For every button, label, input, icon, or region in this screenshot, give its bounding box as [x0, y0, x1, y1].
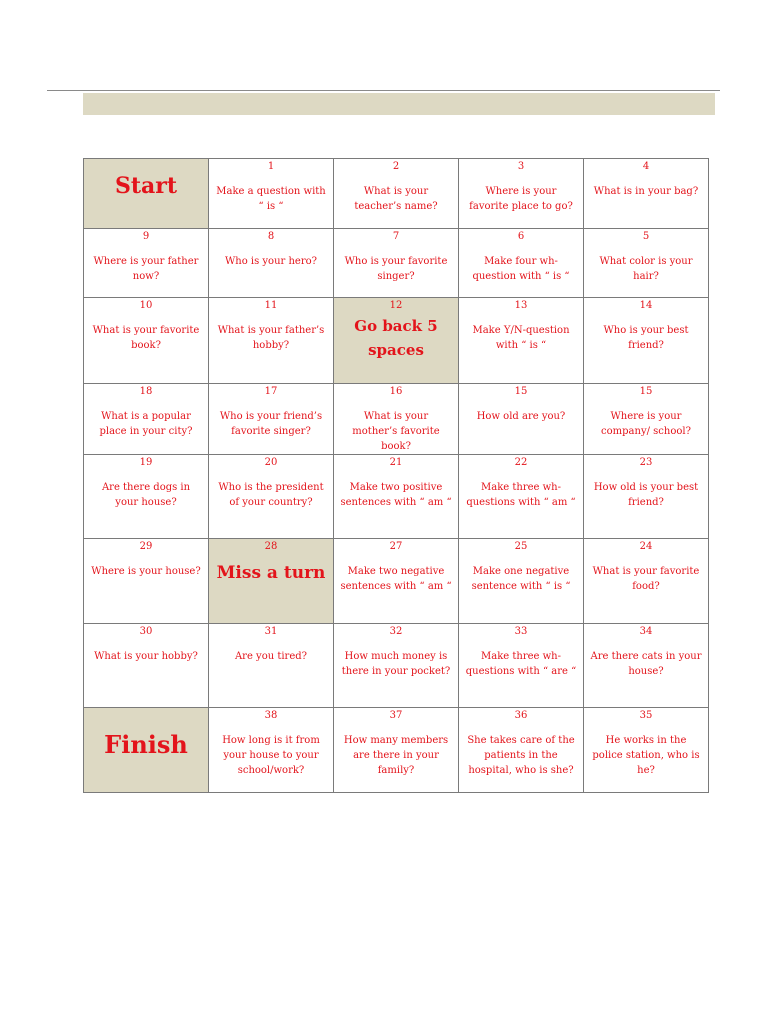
square-number: 3 — [517, 161, 525, 172]
square-prompt: How many members are there in your family? — [343, 735, 449, 776]
square-prompt: What is your hobby? — [94, 651, 198, 662]
square-prompt: Make four wh-question with “ is “ — [472, 256, 570, 282]
board-square — [209, 229, 334, 298]
board-square — [209, 384, 334, 455]
board-square — [459, 159, 584, 229]
square-prompt: What is your mother’s favorite book? — [352, 411, 440, 452]
square-number: 29 — [139, 541, 153, 552]
square-number: 30 — [139, 626, 153, 637]
square-prompt: Who is your friend’s favorite singer? — [219, 411, 323, 437]
miss-turn-label: Miss a turn — [216, 563, 326, 583]
square-number: 15 — [639, 386, 653, 397]
square-prompt: What is your favorite food? — [592, 566, 700, 592]
board-square — [209, 708, 334, 793]
square-prompt: How old are you? — [476, 411, 566, 422]
square-number: 20 — [264, 457, 278, 468]
square-prompt: Who is your favorite singer? — [344, 256, 448, 282]
square-number: 18 — [139, 386, 153, 397]
square-prompt: Where is your favorite place to go? — [469, 186, 573, 212]
square-prompt: What is a popular place in your city? — [99, 411, 193, 437]
board-square — [84, 229, 209, 298]
board-row — [84, 624, 709, 708]
board-row — [84, 708, 709, 793]
square-number: 10 — [139, 300, 153, 311]
square-number: 6 — [517, 231, 525, 242]
board-square — [584, 455, 709, 539]
square-number: 28 — [264, 541, 278, 552]
board-square — [459, 455, 584, 539]
board-square — [584, 229, 709, 298]
square-number: 21 — [389, 457, 403, 468]
square-prompt: Make a question with “ is “ — [216, 186, 326, 212]
square-number: 19 — [139, 457, 153, 468]
board-square — [584, 298, 709, 384]
square-prompt: She takes care of the patients in the hospital, who is she? — [467, 735, 575, 776]
board-square — [584, 159, 709, 229]
square-prompt: Make two positive sentences with “ am “ — [340, 482, 452, 508]
square-number: 31 — [264, 626, 278, 637]
square-prompt: How long is it from your house to your school/work? — [222, 735, 320, 776]
board-square — [459, 708, 584, 793]
board-square — [84, 539, 209, 624]
square-number: 22 — [514, 457, 528, 468]
square-prompt: What is your favorite book? — [92, 325, 200, 351]
square-prompt: Make one negative sentence with “ is “ — [471, 566, 571, 592]
board-square — [584, 624, 709, 708]
square-number: 16 — [389, 386, 403, 397]
square-number: 24 — [639, 541, 653, 552]
square-prompt: Are there dogs in your house? — [101, 482, 191, 508]
square-prompt: How much money is there in your pocket? — [341, 651, 451, 677]
board-square — [584, 708, 709, 793]
board-square — [334, 455, 459, 539]
square-prompt: Where is your house? — [91, 566, 201, 577]
board-square — [459, 624, 584, 708]
square-number: 33 — [514, 626, 528, 637]
square-number: 13 — [514, 300, 528, 311]
square-number: 11 — [264, 300, 278, 311]
board-row — [84, 539, 709, 624]
board-square — [459, 384, 584, 455]
square-prompt: What is your father’s hobby? — [217, 325, 325, 351]
square-number: 1 — [267, 161, 275, 172]
board-square — [84, 455, 209, 539]
square-number: 8 — [267, 231, 275, 242]
board-square — [334, 229, 459, 298]
board-square — [84, 624, 209, 708]
square-prompt: Are you tired? — [234, 651, 308, 662]
board-square — [459, 298, 584, 384]
square-prompt: Make Y/N-question with “ is “ — [472, 325, 570, 351]
board-row — [84, 229, 709, 298]
square-number: 35 — [639, 710, 653, 721]
board-square — [209, 455, 334, 539]
board-square — [334, 708, 459, 793]
board-square — [334, 384, 459, 455]
board-row — [84, 159, 709, 229]
square-number: 32 — [389, 626, 403, 637]
square-prompt: What color is your hair? — [599, 256, 693, 282]
square-prompt: Make three wh-questions with “ are “ — [465, 651, 577, 677]
square-number: 7 — [392, 231, 400, 242]
board-square — [459, 229, 584, 298]
square-number: 5 — [642, 231, 650, 242]
square-prompt: Where is your father now? — [93, 256, 199, 282]
square-number: 14 — [639, 300, 653, 311]
square-prompt: Are there cats in your house? — [590, 651, 702, 677]
square-number: 4 — [642, 161, 650, 172]
board-square — [584, 539, 709, 624]
top-rule — [47, 90, 720, 91]
square-number: 37 — [389, 710, 403, 721]
board-row — [84, 298, 709, 384]
board-square — [209, 298, 334, 384]
square-prompt: Where is your company/ school? — [601, 411, 691, 437]
board-square — [84, 298, 209, 384]
square-prompt: Who is your hero? — [224, 256, 318, 267]
start-square — [84, 159, 209, 229]
square-number: 38 — [264, 710, 278, 721]
square-number: 27 — [389, 541, 403, 552]
square-number: 23 — [639, 457, 653, 468]
square-prompt: How old is your best friend? — [593, 482, 699, 508]
square-prompt: Who is the president of your country? — [218, 482, 324, 508]
board-square — [209, 624, 334, 708]
board-square — [459, 539, 584, 624]
board-square — [584, 384, 709, 455]
square-number: 12 — [389, 300, 403, 311]
go-back-label: Go back 5 spaces — [354, 317, 438, 359]
square-prompt: Who is your best friend? — [603, 325, 689, 351]
finish-label: Finish — [104, 730, 188, 759]
board-row — [84, 384, 709, 455]
square-number: 9 — [142, 231, 150, 242]
square-prompt: Make three wh-questions with “ am “ — [466, 482, 576, 508]
board-game-table — [83, 158, 709, 793]
start-label: Start — [114, 173, 178, 199]
square-number: 25 — [514, 541, 528, 552]
square-prompt: What is your teacher’s name? — [354, 186, 438, 212]
go-back-square — [334, 298, 459, 384]
finish-square — [84, 708, 209, 793]
square-prompt: He works in the police station, who is he? — [592, 735, 700, 776]
header-band — [83, 93, 715, 115]
square-number: 34 — [639, 626, 653, 637]
square-prompt: Make two negative sentences with “ am “ — [340, 566, 452, 592]
square-number: 17 — [264, 386, 278, 397]
board-square — [334, 539, 459, 624]
board-square — [334, 159, 459, 229]
board-row — [84, 455, 709, 539]
square-number: 15 — [514, 386, 528, 397]
board-square — [334, 624, 459, 708]
square-prompt: What is in your bag? — [593, 186, 699, 197]
board-square — [209, 159, 334, 229]
board-square — [84, 384, 209, 455]
square-number: 2 — [392, 161, 400, 172]
miss-turn-square — [209, 539, 334, 624]
square-number: 36 — [514, 710, 528, 721]
